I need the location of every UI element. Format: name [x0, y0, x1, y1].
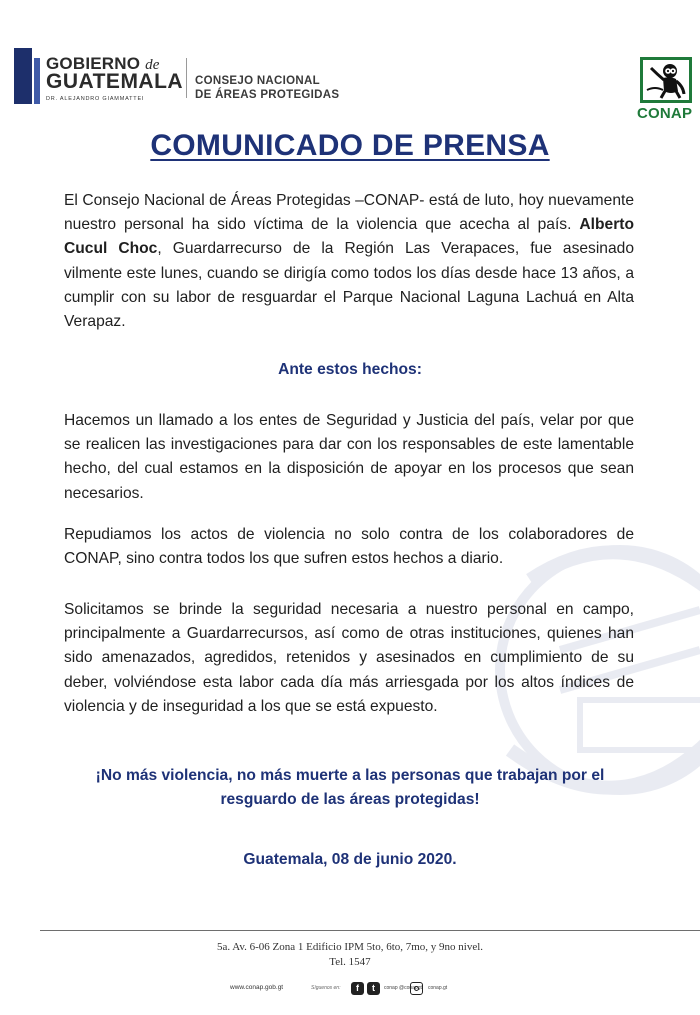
p1-text-before: El Consejo Nacional de Áreas Protegidas –CONAP- está de luto, hoy nuevamente nuestro personal ha sido víctima de la violencia que acecha al país.	[64, 192, 634, 234]
social-handle[interactable]: conap @conapgt	[384, 985, 422, 991]
p1-text-after: , Guardarrecurso de la Región Las Verapaces, fue asesinado vilmente este lunes, cuando se dirigía como todos los días desde hace 13 años, a cumplir con su labor de resguardar el Parque Nacional Laguna Lachuá en Alta Verapaz.	[64, 240, 634, 331]
footer-divider	[40, 930, 700, 931]
page-title: COMUNICADO DE PRENSA	[150, 129, 550, 162]
org-line1: CONSEJO NACIONAL	[195, 75, 320, 87]
paragraph-2: Hacemos un llamado a los entes de Seguridad y Justicia del país, velar por que se realicen las investigaciones para dar con los responsables de este lamentable hecho, del cual estamos en la disposición de apoyar en los procesos que sean necesarios.	[64, 412, 634, 502]
org-line2: DE ÁREAS PROTEGIDAS	[195, 89, 340, 101]
paragraph-4: Solicitamos se brinde la seguridad necesaria a nuestro personal en campo, principalmente a Guardarrecursos, así como de otras instituciones, quienes han sido amenazados, agredidos, retenidos y asesinados en cumplimiento de su deber, volviéndose esta labor cada día más arriesgada por los altos índices de violencia y de inseguridad a los que se está expuesto.	[64, 601, 634, 715]
logo-bar-accent	[34, 58, 40, 104]
gobierno-guatemala-logo	[14, 48, 184, 108]
monkey-icon	[640, 57, 692, 103]
conap-label: CONAP	[637, 105, 693, 122]
paragraph-3: Repudiamos los actos de violencia no solo contra de los colaboradores de CONAP, sino contra todos los que sufren estos hechos a diario.	[64, 526, 634, 568]
twitter-icon[interactable]: t	[367, 982, 380, 995]
conap-logo	[637, 57, 700, 123]
follow-label: Síguenos en:	[311, 985, 341, 991]
website-link[interactable]: www.conap.gob.gt	[230, 984, 284, 991]
header-divider	[186, 58, 187, 98]
logo-bar	[14, 48, 32, 104]
gob-de: de	[145, 57, 160, 73]
gob-line1: GOBIERNO	[46, 54, 141, 73]
gob-line3: DR. ALEJANDRO GIAMMATTEI	[46, 96, 145, 102]
facebook-icon[interactable]: f	[351, 982, 364, 995]
address-line2: Tel. 1547	[329, 956, 371, 968]
paragraph-1	[64, 189, 634, 334]
footer-address	[0, 940, 700, 970]
instagram-handle[interactable]: conap.gt	[428, 985, 448, 991]
footer-contacts	[0, 982, 700, 996]
address-line1: 5a. Av. 6-06 Zona 1 Edificio IPM 5to, 6to, 7mo, y 9no nivel.	[216, 941, 484, 953]
gob-line2: GUATEMALA	[46, 70, 184, 93]
section-heading: Ante estos hechos:	[278, 361, 422, 378]
instagram-icon[interactable]	[410, 982, 423, 995]
org-name	[195, 74, 339, 102]
closing-statement: ¡No más violencia, no más muerte a las personas que trabajan por el resguardo de las áreas protegidas!	[95, 767, 605, 809]
victim-name: Alberto Cucul Choc	[64, 216, 634, 258]
date-line: Guatemala, 08 de junio 2020.	[243, 851, 457, 868]
